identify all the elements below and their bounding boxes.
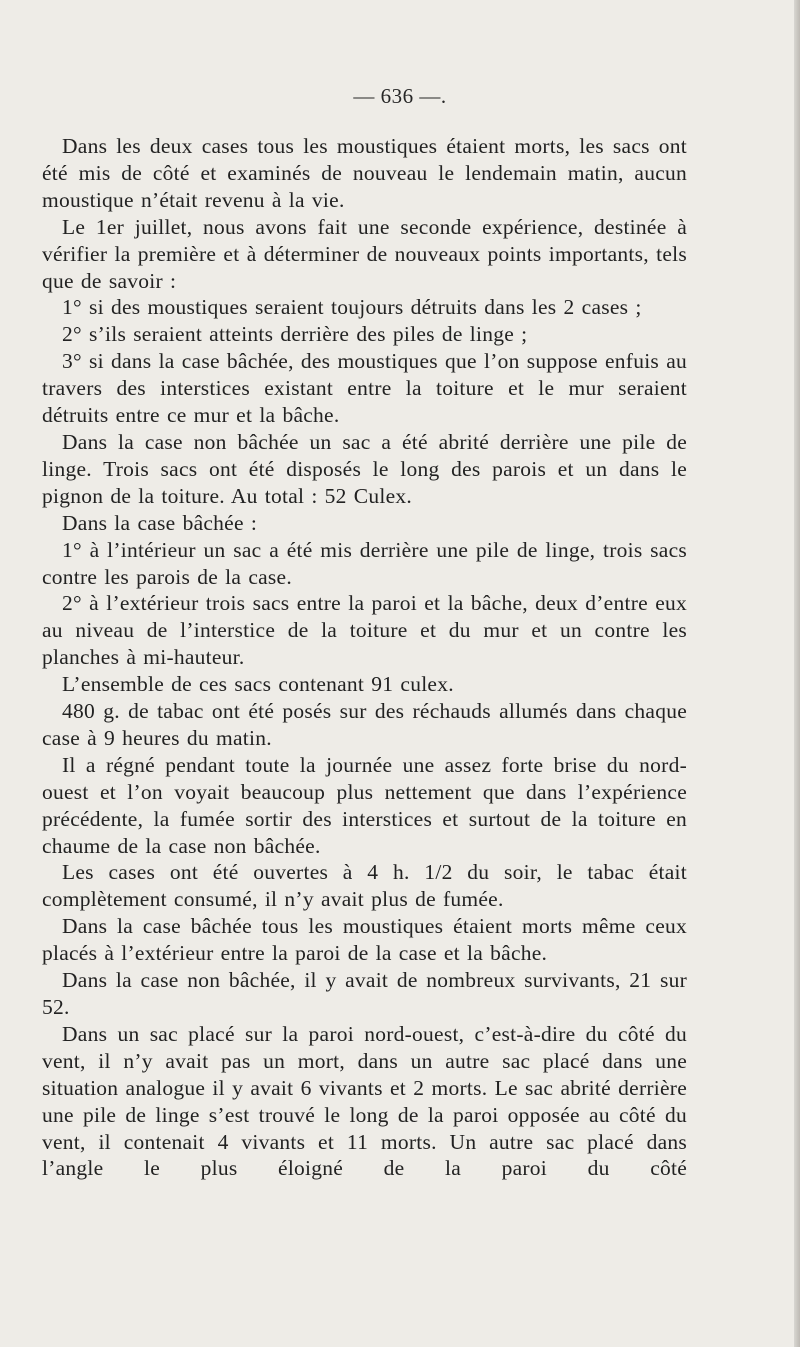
page-number: — 636 —. (353, 84, 447, 108)
page-edge (794, 0, 800, 1347)
paragraph: Le 1er juillet, nous avons fait une seconde expérience, destinée à vérifier la première et à déterminer de nouveaux points importants, tels que de savoir : (42, 214, 687, 293)
paragraph: Dans un sac placé sur la paroi nord-ouest, c’est-à-dire du côté du vent, il n’y avait pas un mort, dans un autre sac placé dans une situation analogue il y avait 6 vivants et 2 morts. Le sac abrité derrière une pile de linge s’est trouvé le long de la paroi opposée au côté du vent, il contenait 4 vivants et 11 morts. Un autre sac placé dans l’angle le plus éloigné de la paroi du côté (42, 1021, 687, 1181)
body-text (42, 133, 687, 1182)
paragraph: 480 g. de tabac ont été posés sur des réchauds allumés dans chaque case à 9 heures du matin. (42, 699, 687, 750)
paragraph: Dans la case bâchée : (62, 510, 258, 535)
paragraph: 1° si des moustiques seraient toujours détruits dans les 2 cases ; (62, 295, 642, 320)
paragraph: L’ensemble de ces sacs contenant 91 culex. (62, 672, 454, 697)
paragraph: 3° si dans la case bâchée, des moustiques que l’on suppose enfuis au travers des interstices existant entre la toiture et le mur seraient détruits entre ce mur et la bâche. (42, 349, 687, 428)
paragraph: Il a régné pendant toute la journée une assez forte brise du nord-ouest et l’on voyait beaucoup plus nettement que dans l’expérience précédente, la fumée sortir des interstices et surtout de la toiture en chaume de la case non bâchée. (42, 752, 687, 858)
paragraph: Les cases ont été ouvertes à 4 h. 1/2 du soir, le tabac était complètement consumé, il n’y avait plus de fumée. (42, 860, 687, 912)
paragraph: Dans la case non bâchée, il y avait de nombreux survivants, 21 sur 52. (42, 968, 687, 1019)
paragraph: Dans la case bâchée tous les moustiques étaient morts même ceux placés à l’extérieur entre la paroi de la case et la bâche. (42, 914, 687, 966)
paragraph: Dans la case non bâchée un sac a été abrité derrière une pile de linge. Trois sacs ont été disposés le long des parois et un dans le pignon de la toiture. Au total : 52 Culex. (42, 429, 687, 508)
paragraph: Dans les deux cases tous les moustiques étaient morts, les sacs ont été mis de côté et examinés de nouveau le lendemain matin, aucun moustique n’était revenu à la vie. (42, 134, 687, 212)
paragraph: 2° à l’extérieur trois sacs entre la paroi et la bâche, deux d’entre eux au niveau de l’interstice de la toiture et du mur et un contre les planches à mi-hauteur. (42, 591, 687, 670)
paragraph: 1° à l’intérieur un sac a été mis derrière une pile de linge, trois sacs contre les parois de la case. (42, 537, 687, 589)
paragraph: 2° s’ils seraient atteints derrière des piles de linge ; (62, 322, 528, 347)
